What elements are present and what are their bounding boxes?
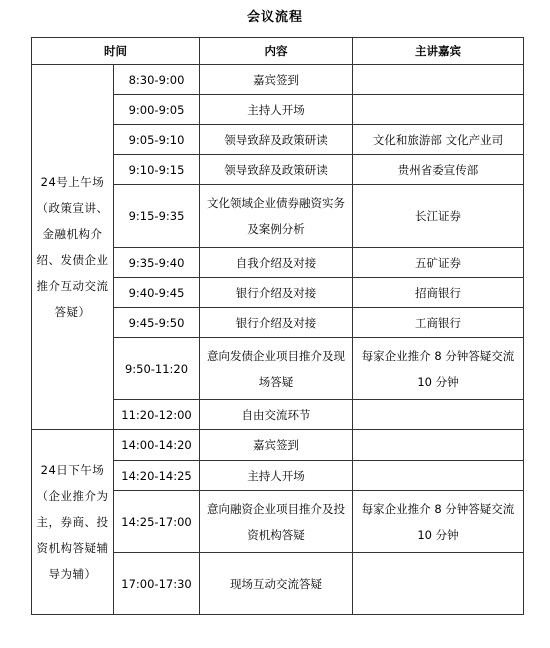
- content-cell: 嘉宾签到: [200, 65, 353, 95]
- time-cell: 11:20-12:00: [114, 400, 200, 430]
- content-cell: 领导致辞及政策研读: [200, 155, 353, 185]
- time-cell: 8:30-9:00: [114, 65, 200, 95]
- content-cell: 意向融资企业项目推介及投资机构答疑: [200, 491, 353, 553]
- content-cell: 银行介绍及对接: [200, 278, 353, 308]
- speaker-cell: 文化和旅游部 文化产业司: [353, 125, 524, 155]
- time-cell: 9:50-11:20: [114, 338, 200, 400]
- speaker-cell: [353, 430, 524, 461]
- time-cell: 14:25-17:00: [114, 491, 200, 553]
- page-title: 会议流程: [246, 10, 303, 25]
- table-row: [32, 65, 524, 95]
- content-cell: 主持人开场: [200, 461, 353, 491]
- speaker-cell: [353, 553, 524, 615]
- speaker-cell: 每家企业推介 8 分钟答疑交流 10 分钟: [353, 491, 524, 553]
- time-cell: 9:15-9:35: [114, 185, 200, 248]
- speaker-cell: [353, 461, 524, 491]
- time-cell: 14:00-14:20: [114, 430, 200, 461]
- agenda-table: [31, 37, 524, 615]
- speaker-cell: 招商银行: [353, 278, 524, 308]
- content-cell: 意向发债企业项目推介及现场答疑: [200, 338, 353, 400]
- speaker-cell: 长江证券: [353, 185, 524, 248]
- content-cell: 主持人开场: [200, 95, 353, 125]
- speaker-cell: 每家企业推介 8 分钟答疑交流 10 分钟: [353, 338, 524, 400]
- header-row: [32, 38, 524, 65]
- time-cell: 17:00-17:30: [114, 553, 200, 615]
- speaker-cell: [353, 400, 524, 430]
- content-cell: 银行介绍及对接: [200, 308, 353, 338]
- content-header: 内容: [200, 38, 353, 65]
- time-header: 时间: [32, 38, 200, 65]
- content-cell: 领导致辞及政策研读: [200, 125, 353, 155]
- time-cell: 9:45-9:50: [114, 308, 200, 338]
- speaker-cell: 五矿证券: [353, 248, 524, 278]
- content-cell: 自我介绍及对接: [200, 248, 353, 278]
- time-cell: 14:20-14:25: [114, 461, 200, 491]
- time-cell: 9:05-9:10: [114, 125, 200, 155]
- content-cell: 文化领域企业债券融资实务及案例分析: [200, 185, 353, 248]
- session-label-afternoon: 24日下午场（企业推介为主，券商、投资机构答疑辅导为辅）: [32, 430, 114, 615]
- content-cell: 自由交流环节: [200, 400, 353, 430]
- speaker-cell: 贵州省委宣传部: [353, 155, 524, 185]
- content-cell: 现场互动交流答疑: [200, 553, 353, 615]
- time-cell: 9:10-9:15: [114, 155, 200, 185]
- time-cell: 9:00-9:05: [114, 95, 200, 125]
- content-cell: 嘉宾签到: [200, 430, 353, 461]
- session-label-morning: 24号上午场（政策宣讲、金融机构介绍、发债企业推介互动交流答疑）: [32, 65, 114, 430]
- table-row: [32, 430, 524, 461]
- speaker-cell: [353, 65, 524, 95]
- speaker-cell: [353, 95, 524, 125]
- speaker-cell: 工商银行: [353, 308, 524, 338]
- speaker-header: 主讲嘉宾: [353, 38, 524, 65]
- time-cell: 9:40-9:45: [114, 278, 200, 308]
- time-cell: 9:35-9:40: [114, 248, 200, 278]
